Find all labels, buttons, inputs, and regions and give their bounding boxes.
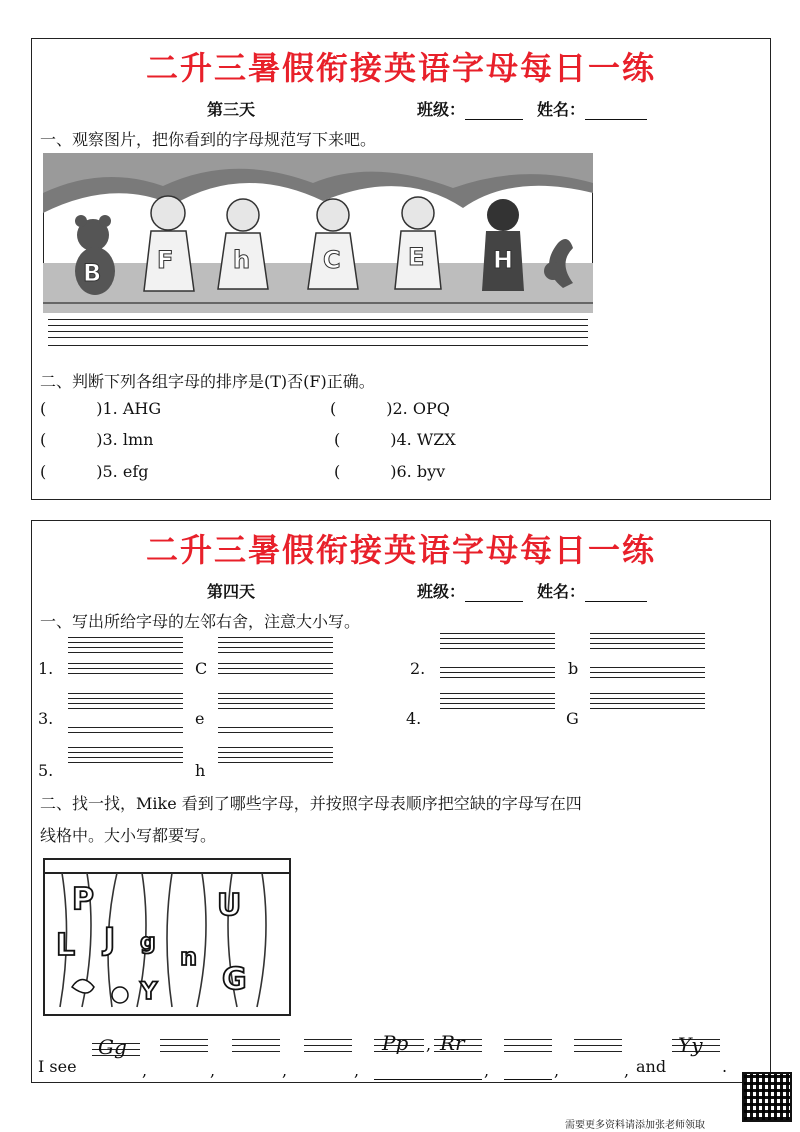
sample-pp: Pp xyxy=(382,1031,409,1055)
neighbor-2-left-lines-b[interactable] xyxy=(440,667,555,682)
day4-worksheet xyxy=(31,520,771,1083)
neighbor-item-4-letter: G xyxy=(566,709,579,728)
tf-item-5[interactable]: ( )5. efg xyxy=(40,462,149,481)
day4-question-2-line2: 线格中。大小写都要写。 xyxy=(40,826,217,845)
neighbor-3-left-lines[interactable] xyxy=(68,693,183,713)
picture-letter-c: C xyxy=(323,246,341,274)
neighbor-4-left-lines[interactable] xyxy=(440,693,555,713)
neighbor-4-right-lines[interactable] xyxy=(590,693,705,713)
day3-question-1: 一、观察图片，把你看到的字母规范写下来吧。 xyxy=(40,130,377,149)
comma-1: , xyxy=(142,1061,148,1080)
curtain-letter-p: P xyxy=(72,882,94,917)
comma-3: , xyxy=(282,1061,288,1080)
picture-letter-f: F xyxy=(157,246,174,274)
comma-5: , xyxy=(426,1035,432,1054)
comma-7: , xyxy=(554,1061,560,1080)
neighbor-item-2-num: 2. xyxy=(410,659,426,678)
neighbor-item-1-num: 1. xyxy=(38,659,54,678)
tf-item-4[interactable]: ( )4. WZX xyxy=(334,430,456,449)
neighbor-1-left-lines[interactable] xyxy=(68,637,183,657)
neighbor-item-1-letter: C xyxy=(195,659,208,678)
neighbor-item-5-letter: h xyxy=(195,761,206,780)
curtain-letter-l: L xyxy=(56,928,76,963)
neighbor-5-left-lines[interactable] xyxy=(68,747,183,767)
tf-item-6[interactable]: ( )6. byv xyxy=(334,462,446,481)
curtain-letter-j: J xyxy=(104,922,116,957)
day3-worksheet xyxy=(31,38,771,500)
neighbor-item-3-letter: e xyxy=(195,709,205,728)
sample-rr: Rr xyxy=(440,1031,465,1055)
neighbor-2-right-lines-b[interactable] xyxy=(590,667,705,682)
day3-class-blank[interactable] xyxy=(465,103,523,120)
day3-writing-lines-2[interactable] xyxy=(48,345,588,351)
day3-name-label: 姓名： xyxy=(537,97,647,120)
day4-class-blank[interactable] xyxy=(465,585,523,602)
neighbor-item-5-num: 5. xyxy=(38,761,54,780)
day4-question-2-line1: 二、找一找，Mike 看到了哪些字母，并按照字母表顺序把空缺的字母写在四 xyxy=(40,794,582,813)
day4-question-1: 一、写出所给字母的左邻右舍，注意大小写。 xyxy=(40,612,361,631)
comma-8: , xyxy=(624,1061,630,1080)
comma-4: , xyxy=(354,1061,360,1080)
neighbor-1-right-lines[interactable] xyxy=(218,637,333,657)
neighbor-1-right-lines-b[interactable] xyxy=(218,663,333,678)
comma-2: , xyxy=(210,1061,216,1080)
sample-yy: Yy xyxy=(678,1033,703,1057)
picture-letter-e: E xyxy=(408,243,425,271)
blank-7[interactable] xyxy=(504,1039,552,1057)
picture-letter-h2: H xyxy=(493,246,514,274)
neighbor-3-right-lines-b[interactable] xyxy=(218,727,333,737)
picture-letter-b: B xyxy=(83,259,102,287)
day4-class-label: 班级： xyxy=(417,579,523,602)
day3-title: 二升三暑假衔接英语字母每日一练 xyxy=(145,49,656,87)
day4-name-blank[interactable] xyxy=(585,585,647,602)
curtain-letter-g: g xyxy=(140,930,156,955)
day4-title: 二升三暑假衔接英语字母每日一练 xyxy=(145,531,656,569)
day4-day-label: 第四天 xyxy=(207,582,256,601)
curtain-letter-n: n xyxy=(180,943,198,971)
tf-item-3[interactable]: ( )3. lmn xyxy=(40,430,154,449)
qr-code xyxy=(742,1072,792,1122)
neighbor-3-left-lines-b[interactable] xyxy=(68,727,183,737)
picture-letter-h: h xyxy=(233,246,251,274)
day3-writing-lines[interactable] xyxy=(48,319,588,343)
and-word: and xyxy=(636,1057,667,1076)
neighbor-3-right-lines[interactable] xyxy=(218,693,333,713)
day3-class-label: 班级： xyxy=(417,97,523,120)
tf-item-1[interactable]: ( )1. AHG xyxy=(40,399,162,418)
blank-3[interactable] xyxy=(232,1039,280,1057)
blank-4[interactable] xyxy=(304,1039,352,1057)
comma-6: , xyxy=(484,1061,490,1080)
stage-picture xyxy=(43,153,593,313)
footer-note: 需要更多资料请添加张老师领取 xyxy=(565,1120,705,1131)
neighbor-2-left-lines[interactable] xyxy=(440,633,555,653)
neighbor-item-2-letter: b xyxy=(568,659,579,678)
day4-name-label: 姓名： xyxy=(537,579,647,602)
period: . xyxy=(722,1057,728,1076)
day3-name-blank[interactable] xyxy=(585,103,647,120)
curtain-letter-u: U xyxy=(217,888,242,923)
neighbor-5-right-lines[interactable] xyxy=(218,747,333,767)
sentence-start: I see xyxy=(38,1057,77,1076)
tf-item-2[interactable]: ( )2. OPQ xyxy=(330,399,450,418)
curtain-letter-gg: G xyxy=(222,962,247,997)
day3-day-label: 第三天 xyxy=(207,100,256,119)
day3-question-2: 二、判断下列各组字母的排序是(T)否(F)正确。 xyxy=(40,372,375,391)
blank-2[interactable] xyxy=(160,1039,208,1057)
neighbor-item-4-num: 4. xyxy=(406,709,422,728)
curtain-picture xyxy=(42,857,292,1017)
neighbor-2-right-lines[interactable] xyxy=(590,633,705,653)
neighbor-1-left-lines-b[interactable] xyxy=(68,663,183,678)
sample-gg: Gg xyxy=(98,1035,127,1059)
neighbor-item-3-num: 3. xyxy=(38,709,54,728)
blank-7-baseline xyxy=(504,1079,552,1080)
curtain-letter-y: Y xyxy=(140,977,158,1005)
blank-8[interactable] xyxy=(574,1039,622,1057)
pp-rr-baseline xyxy=(374,1079,482,1080)
